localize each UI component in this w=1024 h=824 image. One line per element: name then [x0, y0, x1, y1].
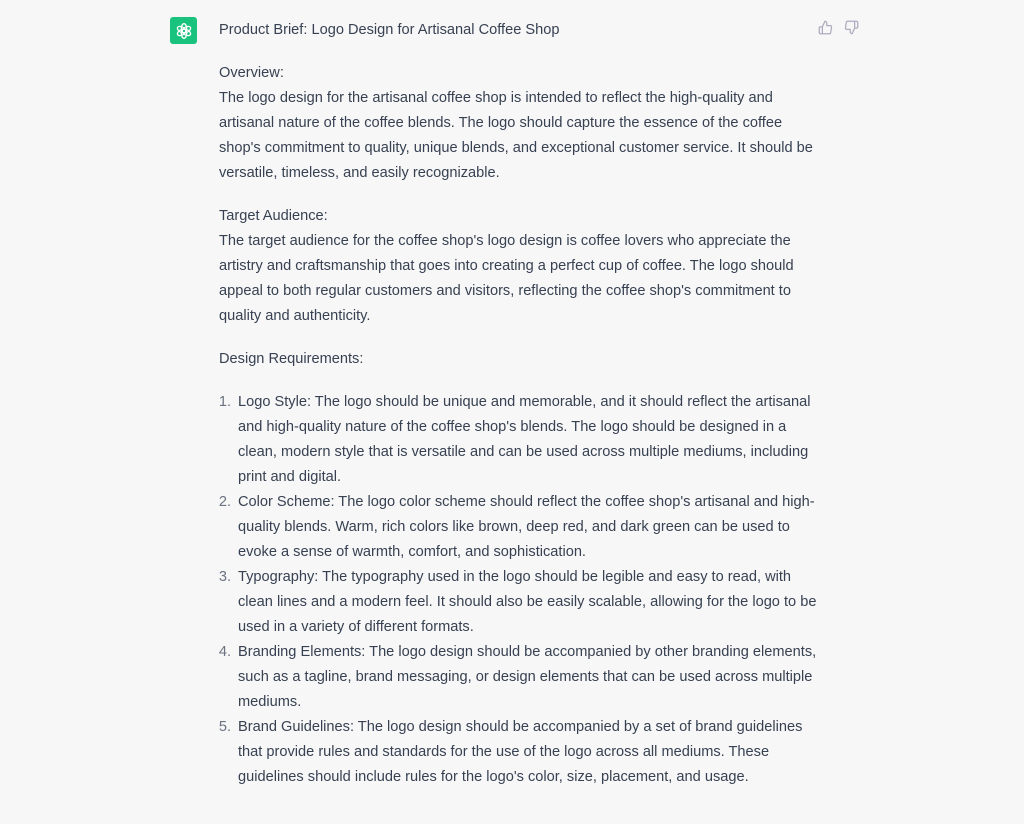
list-item-number: 5.	[218, 719, 231, 735]
target-audience-text: The target audience for the coffee shop's logo design is coffee lovers who appreciate the artistry and craftsmanship that goes into creating a perfect cup of coffee. The logo should appeal to both regular customers and visitors, reflecting the coffee shop's commitment to quality and authenticity.	[219, 233, 794, 324]
thumbs-up-button[interactable]	[817, 19, 834, 36]
list-item-number: 1.	[218, 394, 231, 410]
message-title: Product Brief: Logo Design for Artisanal Coffee Shop	[219, 22, 560, 38]
overview-heading: Overview:	[219, 65, 284, 81]
list-item	[219, 715, 819, 790]
list-item-number: 2.	[218, 494, 231, 510]
overview-text: The logo design for the artisanal coffee shop is intended to reflect the high-quality and artisanal nature of the coffee blends. The logo should capture the essence of the coffee shop's commitment to quality, unique blends, and exceptional customer service. It should be versatile, timeless, and easily recognizable.	[219, 90, 813, 181]
list-item	[219, 640, 819, 715]
list-item-number: 4.	[218, 644, 231, 660]
list-item	[219, 565, 819, 640]
design-requirements-heading: Design Requirements:	[219, 351, 364, 367]
list-item-text: Color Scheme: The logo color scheme should reflect the coffee shop's artisanal and high-quality blends. Warm, rich colors like brown, deep red, and dark green can be used to evoke a sense of warmth, comfort, and sophistication.	[238, 494, 815, 560]
list-item-number: 3.	[218, 569, 231, 585]
openai-logo-icon	[174, 21, 194, 41]
target-audience-section	[219, 204, 819, 329]
list-item-text: Brand Guidelines: The logo design should be accompanied by a set of brand guidelines that provide rules and standards for the use of the logo across all mediums. These guidelines should include rules for the logo's color, size, placement, and usage.	[238, 719, 803, 785]
feedback-buttons	[817, 19, 860, 36]
thumbs-down-button[interactable]	[843, 19, 860, 36]
list-item-text: Logo Style: The logo should be unique and memorable, and it should reflect the artisanal and high-quality nature of the coffee shop's blends. The logo should be designed in a clean, modern style that is versatile and can be used across multiple mediums, including print and digital.	[238, 394, 811, 485]
list-item	[219, 490, 819, 565]
requirements-list	[219, 390, 819, 790]
message-content	[219, 18, 819, 790]
list-item-text: Branding Elements: The logo design should be accompanied by other branding elements, such as a tagline, brand messaging, or design elements that can be used across multiple mediums.	[238, 644, 817, 710]
overview-section	[219, 61, 819, 186]
thumbs-down-icon	[844, 20, 859, 35]
list-item-text: Typography: The typography used in the logo should be legible and easy to read, with clean lines and a modern feel. It should also be easily scalable, allowing for the logo to be used in a variety of different formats.	[238, 569, 817, 635]
design-requirements-section	[219, 347, 819, 790]
target-audience-heading: Target Audience:	[219, 208, 328, 224]
assistant-avatar	[170, 17, 197, 44]
list-item	[219, 390, 819, 490]
thumbs-up-icon	[818, 20, 833, 35]
